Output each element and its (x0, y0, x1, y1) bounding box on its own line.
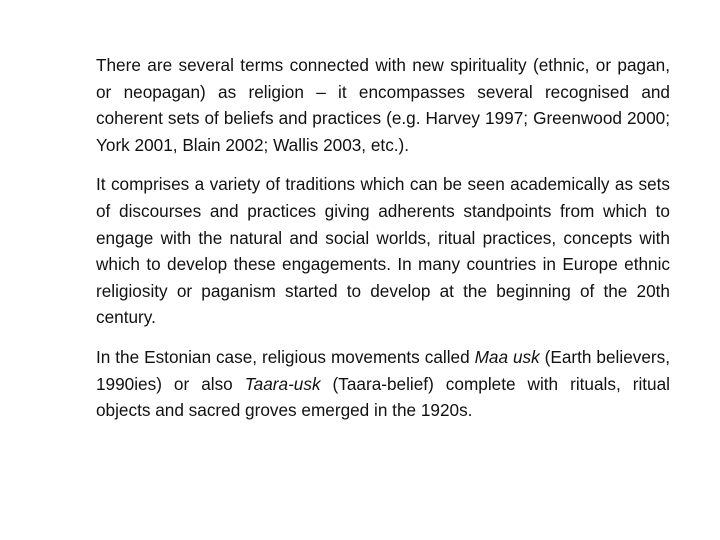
term-taara-usk: Taara-usk (244, 373, 321, 394)
estonian-text-part-2: (Earth believers, 1990ies) or also (96, 346, 670, 394)
estonian-text-part-1: In the Estonian case, religious movements called (96, 346, 475, 367)
paragraph-estonian-case (96, 344, 670, 424)
estonian-text-part-3: (Taara-belief) complete with rituals, ritual objects and sacred groves emerged in the 1920s. (96, 373, 670, 421)
paragraph-new-spirituality: There are several terms connected with new spirituality (ethnic, or pagan, or neopagan) as religion – it encompasses several recognised and coherent sets of beliefs and practices (e.g. Harvey 1997; Greenwood 2000; York 2001, Blain 2002; Wallis 2003, etc.). (96, 55, 670, 155)
paragraph-traditions: It comprises a variety of traditions which can be seen academically as sets of discourses and practices giving adherents standpoints from which to engage with the natural and social worlds, ritual practices, concepts with which to develop these engagements. In many countries in Europe ethnic religiosity or paganism started to develop at the beginning of the 20th century. (96, 174, 670, 328)
text-body (96, 52, 670, 424)
term-maa-usk: Maa usk (474, 346, 540, 367)
